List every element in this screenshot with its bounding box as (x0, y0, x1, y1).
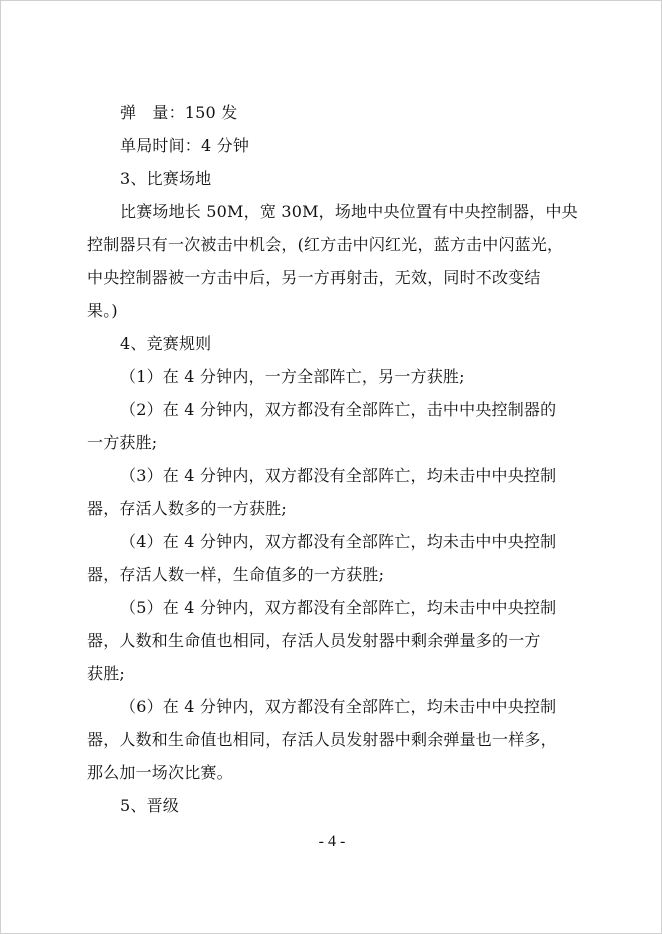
page-number: - 4 - (318, 833, 346, 850)
rule-item-5-continued: 器，人数和生命值也相同，存活人员发射器中剩余弹量多的一方 (87, 631, 541, 650)
rule-item-5-continued: 获胜; (87, 664, 125, 683)
rule-item-5: （5）在 4 分钟内，双方都没有全部阵亡，均未击中中央控制 (120, 598, 557, 617)
rule-item-6-continued: 那么加一场次比赛。 (87, 763, 233, 782)
rule-item-3-continued: 器，存活人数多的一方获胜; (87, 499, 287, 518)
ammo-line: 弹 量：150 发 (120, 103, 238, 122)
rule-item-6-continued: 器，人数和生命值也相同，存活人员发射器中剩余弹量也一样多， (87, 730, 557, 749)
rule-item-6: （6）在 4 分钟内，双方都没有全部阵亡，均未击中中央控制 (120, 697, 557, 716)
rule-item-1: （1）在 4 分钟内，一方全部阵亡，另一方获胜; (120, 367, 465, 386)
section-heading-venue: 3、比赛场地 (120, 169, 212, 188)
rule-item-2-continued: 一方获胜; (87, 433, 158, 452)
rule-item-3: （3）在 4 分钟内，双方都没有全部阵亡，均未击中中央控制 (120, 466, 557, 485)
rule-item-4-continued: 器，存活人数一样，生命值多的一方获胜; (87, 565, 385, 584)
section-heading-rules: 4、竞赛规则 (120, 334, 212, 353)
round-time-line: 单局时间：4 分钟 (120, 136, 250, 155)
paragraph-line: 比赛场地长 50M，宽 30M，场地中央位置有中央控制器，中央 (120, 202, 578, 221)
document-body (87, 96, 577, 822)
rule-item-4: （4）在 4 分钟内，双方都没有全部阵亡，均未击中中央控制 (120, 532, 557, 551)
paragraph-line: 中央控制器被一方击中后，另一方再射击，无效，同时不改变结 (87, 268, 541, 287)
paragraph-line: 控制器只有一次被击中机会，(红方击中闪红光，蓝方击中闪蓝光， (87, 235, 564, 254)
paragraph-line: 果。) (87, 301, 118, 320)
section-heading-promotion: 5、晋级 (120, 796, 179, 815)
rule-item-2: （2）在 4 分钟内，双方都没有全部阵亡，击中中央控制器的 (120, 400, 557, 419)
